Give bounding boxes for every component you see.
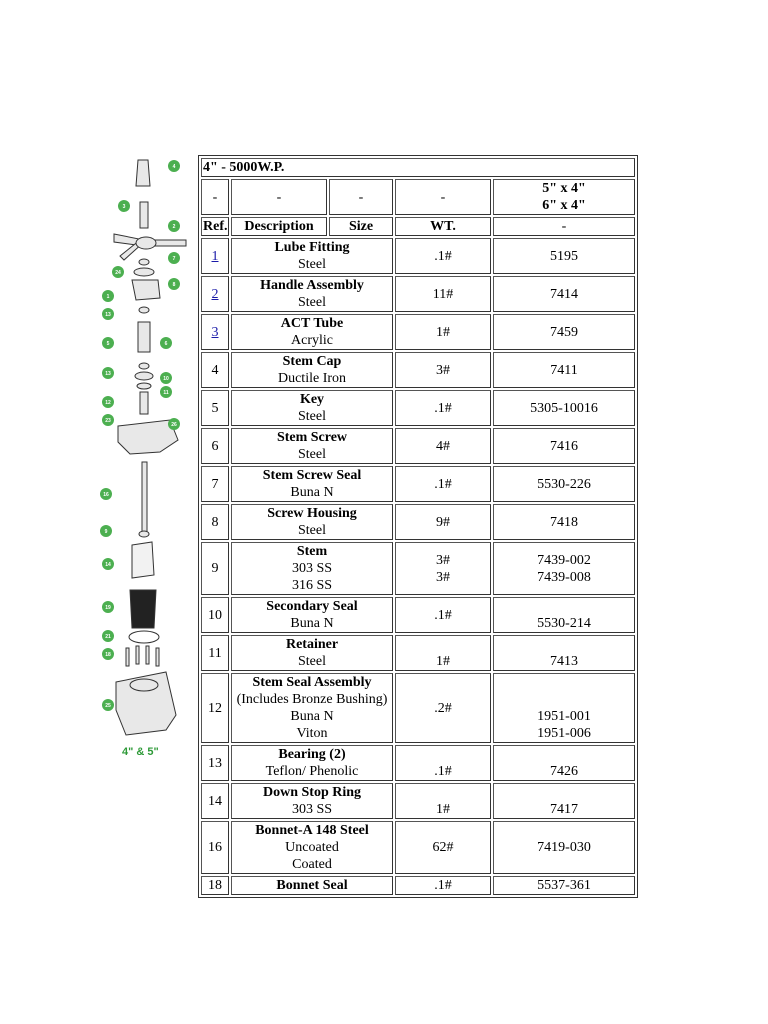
weight-value: 62# <box>432 840 454 855</box>
part-number: 7419-030 <box>537 840 591 855</box>
weight-value: 1# <box>436 654 450 669</box>
part-number-cell <box>493 635 635 671</box>
table-row <box>201 745 635 781</box>
part-name: Stem Seal Assembly <box>252 675 372 690</box>
weight-value: 1# <box>436 324 450 340</box>
callout-number: 3 <box>122 204 126 210</box>
table-row <box>201 352 635 388</box>
weight-value: 4# <box>436 438 450 454</box>
part-number: 1951-006 <box>537 726 591 741</box>
table-row <box>201 314 635 350</box>
callout-number: 1 <box>106 294 110 300</box>
part-number: 7414 <box>550 286 578 302</box>
table-row <box>201 597 635 633</box>
callout-number: 10 <box>163 376 169 382</box>
part-name: ACT Tube <box>280 316 344 331</box>
weight-cell <box>395 635 491 671</box>
part-name: Screw Housing <box>267 506 357 521</box>
weight-cell <box>395 314 491 350</box>
weight-value: 3# <box>436 569 450 585</box>
weight-value: 1# <box>436 802 450 817</box>
table-row <box>201 390 635 426</box>
part-number-cell <box>493 673 635 743</box>
part-name: Stem <box>296 544 328 559</box>
part-material: Buna N <box>290 485 334 500</box>
weight-cell <box>395 238 491 274</box>
part-material: Uncoated <box>285 840 339 855</box>
part-number: 7426 <box>550 764 578 779</box>
weight-cell <box>395 428 491 464</box>
header-size: Size <box>329 217 393 236</box>
weight-cell <box>395 876 491 895</box>
header-wt: WT. <box>395 217 491 236</box>
callout-number: 9 <box>104 529 108 535</box>
table-row <box>201 673 635 743</box>
callout-number: 26 <box>171 422 177 428</box>
part-name: Stem Screw Seal <box>262 468 362 483</box>
description-cell <box>231 314 393 350</box>
ref-cell: 6 <box>201 428 229 464</box>
weight-value: .2# <box>434 700 452 716</box>
part-material: Steel <box>298 523 326 538</box>
part-material: Steel <box>298 447 326 462</box>
weight-cell <box>395 466 491 502</box>
description-cell <box>231 352 393 388</box>
ref-cell: 9 <box>201 542 229 595</box>
part-illustrations <box>114 160 186 735</box>
ref-cell[interactable] <box>201 314 229 350</box>
weight-value: 11# <box>432 286 454 302</box>
weight-cell <box>395 597 491 633</box>
weight-value: .1# <box>434 878 452 893</box>
callout-number: 23 <box>105 418 111 424</box>
weight-value: 3# <box>436 552 450 568</box>
ref-cell: 13 <box>201 745 229 781</box>
description-cell <box>231 542 393 595</box>
part-name: Down Stop Ring <box>262 785 362 800</box>
description-cell <box>231 238 393 274</box>
part-material: Steel <box>298 295 326 310</box>
callout-number: 19 <box>105 605 111 611</box>
description-cell <box>231 821 393 874</box>
part-number: 7459 <box>550 324 578 340</box>
weight-cell <box>395 352 491 388</box>
weight-value: .1# <box>434 764 452 779</box>
part-number: 7413 <box>550 654 578 669</box>
part-number: 5530-214 <box>537 616 591 631</box>
table-title: 4" - 5000W.P. <box>201 158 635 177</box>
part-number: 7417 <box>550 802 578 817</box>
weight-value: .1# <box>434 248 452 264</box>
table-title-row <box>201 158 635 177</box>
part-number-cell <box>493 745 635 781</box>
part-number-cell <box>493 314 635 350</box>
table-row <box>201 276 635 312</box>
description-cell <box>231 504 393 540</box>
ref-cell: 14 <box>201 783 229 819</box>
description-cell <box>231 597 393 633</box>
table-row <box>201 428 635 464</box>
part-number-cell <box>493 783 635 819</box>
header-ref: Ref. <box>203 219 228 234</box>
parts-table <box>198 155 638 898</box>
part-material: Acrylic <box>291 333 333 348</box>
size-header-row <box>201 179 635 215</box>
part-material: Steel <box>298 409 326 424</box>
description-cell <box>231 466 393 502</box>
column-header-row <box>201 217 635 236</box>
callout-number: 6 <box>164 341 168 347</box>
blank-cell: - <box>395 179 491 215</box>
part-material: 316 SS <box>291 578 333 593</box>
part-material: Coated <box>292 857 332 872</box>
weight-cell <box>395 745 491 781</box>
callout-number: 13 <box>105 371 111 377</box>
part-number: 5537-361 <box>537 878 591 893</box>
weight-cell <box>395 542 491 595</box>
part-number-cell <box>493 597 635 633</box>
description-cell <box>231 635 393 671</box>
part-name: Stem Screw <box>276 430 348 445</box>
callout-number: 4 <box>172 164 176 170</box>
callout-number: 16 <box>103 492 109 498</box>
table-row <box>201 504 635 540</box>
callout-number: 13 <box>105 312 111 318</box>
weight-cell <box>395 783 491 819</box>
weight-cell <box>395 504 491 540</box>
callout-number: 12 <box>105 400 111 406</box>
blank-cell: - <box>231 179 327 215</box>
blank-cell: - <box>329 179 393 215</box>
weight-value: .1# <box>434 400 452 416</box>
ref-cell: 5 <box>201 390 229 426</box>
part-number-cell <box>493 821 635 874</box>
weight-value: .1# <box>434 476 452 492</box>
weight-cell <box>395 390 491 426</box>
weight-value: 9# <box>436 514 450 530</box>
blank-cell: - <box>201 179 229 215</box>
part-material: 303 SS <box>291 802 333 817</box>
part-number: 7416 <box>550 438 578 454</box>
part-material: Buna N <box>290 709 334 724</box>
part-number-cell <box>493 276 635 312</box>
description-cell <box>231 745 393 781</box>
part-number: 7418 <box>550 514 578 530</box>
ref-link[interactable]: 2 <box>211 286 219 302</box>
ref-cell: 11 <box>201 635 229 671</box>
weight-value: .1# <box>434 607 452 623</box>
part-number-cell <box>493 352 635 388</box>
part-number-cell <box>493 876 635 895</box>
callout-number: 5 <box>106 341 110 347</box>
part-number-cell <box>493 504 635 540</box>
part-name: Stem Cap <box>282 354 342 369</box>
weight-cell <box>395 276 491 312</box>
ref-cell[interactable] <box>201 238 229 274</box>
description-cell <box>231 276 393 312</box>
part-number: 1951-001 <box>537 709 591 724</box>
ref-cell[interactable] <box>201 276 229 312</box>
part-material: Steel <box>298 654 326 669</box>
weight-cell <box>395 821 491 874</box>
part-material: (Includes Bronze Bushing) <box>236 692 388 707</box>
ref-cell: 18 <box>201 876 229 895</box>
part-number-cell <box>493 542 635 595</box>
part-material: Teflon/ Phenolic <box>265 764 359 779</box>
part-number-cell <box>493 428 635 464</box>
ref-cell: 10 <box>201 597 229 633</box>
header-description: Description <box>231 217 327 236</box>
part-material: Buna N <box>290 616 334 631</box>
part-material: 303 SS <box>291 561 333 576</box>
table-row <box>201 783 635 819</box>
diagram-size-label: 4" & 5" <box>122 746 159 758</box>
callout-number: 18 <box>105 652 111 658</box>
part-name: Bonnet-A 148 Steel <box>255 823 369 838</box>
weight-cell <box>395 673 491 743</box>
ref-link[interactable]: 1 <box>211 248 219 264</box>
weight-value: 3# <box>436 362 450 378</box>
ref-link[interactable]: 3 <box>211 324 219 340</box>
header-part: - <box>493 217 635 236</box>
part-number-cell <box>493 466 635 502</box>
table-row <box>201 466 635 502</box>
table-row <box>201 876 635 895</box>
callout-number: 2 <box>172 224 176 230</box>
ref-cell: 7 <box>201 466 229 502</box>
part-material: Ductile Iron <box>277 371 347 386</box>
part-material: Steel <box>298 257 326 272</box>
part-number: 5195 <box>550 248 578 264</box>
part-name: Retainer <box>285 637 339 652</box>
part-number-cell <box>493 238 635 274</box>
ref-cell: 8 <box>201 504 229 540</box>
table-row <box>201 238 635 274</box>
callout-number: 8 <box>172 282 176 288</box>
description-cell <box>231 783 393 819</box>
ref-cell: 4 <box>201 352 229 388</box>
description-cell <box>231 876 393 895</box>
part-material: Viton <box>296 726 328 741</box>
part-name: Bearing (2) <box>278 747 346 762</box>
callout-number: 11 <box>163 390 169 396</box>
part-number: 7439-008 <box>537 569 591 585</box>
callout-number: 24 <box>115 270 121 276</box>
part-name: Bonnet Seal <box>276 878 348 893</box>
part-number-cell <box>493 390 635 426</box>
callout-number: 14 <box>105 562 111 568</box>
part-name: Key <box>299 392 325 407</box>
ref-cell: 12 <box>201 673 229 743</box>
part-number: 5305-10016 <box>530 400 598 416</box>
part-name: Handle Assembly <box>260 278 364 293</box>
part-number: 5530-226 <box>537 476 591 492</box>
description-cell <box>231 390 393 426</box>
part-number: 7411 <box>550 362 578 378</box>
exploded-parts-diagram <box>96 150 196 765</box>
description-cell <box>231 428 393 464</box>
part-name: Secondary Seal <box>266 599 358 614</box>
part-number: 7439-002 <box>537 552 591 568</box>
callout-number: 21 <box>105 634 111 640</box>
size-header: 5" x 4" 6" x 4" <box>493 179 635 215</box>
callout-number: 25 <box>105 703 111 709</box>
ref-cell: 16 <box>201 821 229 874</box>
table-row <box>201 635 635 671</box>
table-row <box>201 821 635 874</box>
description-cell <box>231 673 393 743</box>
part-name: Lube Fitting <box>274 240 350 255</box>
callout-number: 7 <box>172 256 176 262</box>
table-row <box>201 542 635 595</box>
